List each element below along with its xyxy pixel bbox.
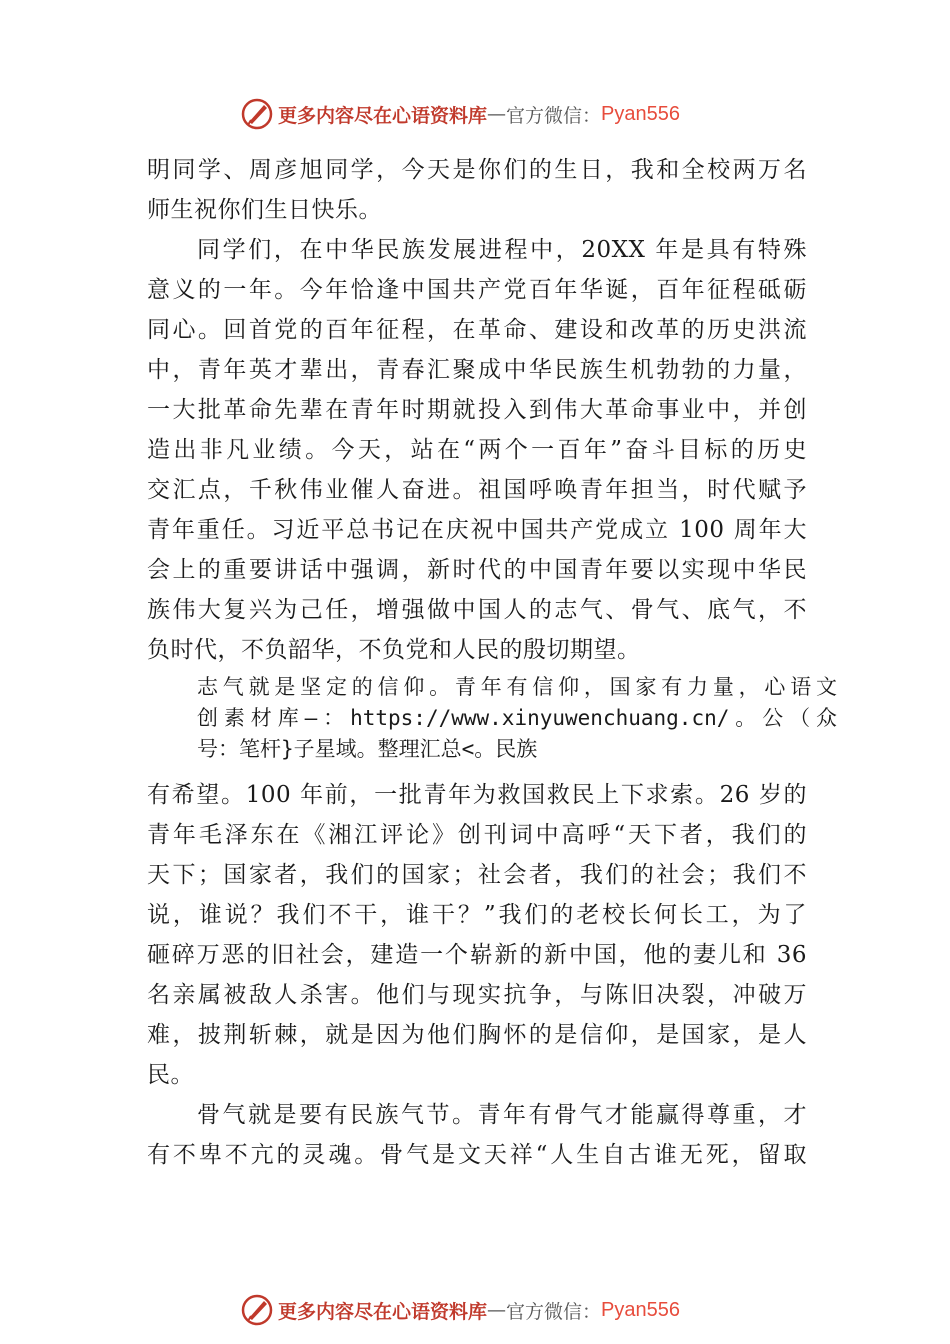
body-line: 青年毛泽东在《湘江评论》创刊词中高呼“天下者，我们的 — [147, 822, 807, 848]
body-line: 交汇点，千秋伟业催人奋进。祖国呼唤青年担当，时代赋予 — [147, 477, 807, 503]
body-line: 负时代，不负韶华，不负党和人民的殷切期望。 — [147, 637, 641, 663]
body-line: 青年重任。习近平总书记在庆祝中国共产党成立 100 周年大 — [147, 517, 807, 543]
body-line: 师生祝你们生日快乐。 — [147, 197, 382, 223]
body-line: 同学们，在中华民族发展进程中，20XX 年是具有特殊 — [197, 237, 807, 263]
body-line: 同心。回首党的百年征程，在革命、建设和改革的历史洪流 — [147, 317, 807, 343]
banner-dash: — — [487, 103, 507, 125]
body-line: 一大批革命先辈在青年时期就投入到伟大革命事业中，并创 — [147, 397, 807, 423]
quill-logo-icon — [240, 97, 274, 131]
body-line: 明同学、周彦旭同学，今天是你们的生日，我和全校两万名 — [147, 157, 807, 183]
quill-logo-icon — [240, 1293, 274, 1327]
body-line: 会上的重要讲话中强调，新时代的中国青年要以实现中华民 — [147, 557, 807, 583]
body-line: 名亲属被敌人杀害。他们与现实抗争，与陈旧决裂，冲破万 — [147, 982, 807, 1008]
inserted-note-line: 创素材库—：https://www.xinyuwenchuang.cn/。公（众 — [197, 706, 837, 730]
banner-wechat-id: Pyan556 — [601, 102, 680, 125]
body-line: 意义的一年。今年恰逢中国共产党百年华诞，百年征程砥砺 — [147, 277, 807, 303]
banner-wechat-label: 官方微信： — [506, 104, 602, 127]
body-line: 造出非凡业绩。今天，站在“两个一百年”奋斗目标的历史 — [147, 437, 807, 463]
banner-main-text: 更多内容尽在心语资料库 — [278, 104, 488, 127]
body-line: 有希望。100 年前，一批青年为救国救民上下求索。26 岁的 — [147, 782, 807, 808]
body-line: 中，青年英才辈出，青春汇聚成中华民族生机勃勃的力量， — [147, 357, 807, 383]
inserted-note-line: 号：笔杆}子星域。整理汇总<。民族 — [197, 737, 538, 761]
banner-dash: — — [487, 1299, 507, 1321]
body-line: 民。 — [147, 1062, 194, 1088]
footer-banner — [240, 1292, 680, 1328]
body-line: 难，披荆斩棘，就是因为他们胸怀的是信仰，是国家，是人 — [147, 1022, 807, 1048]
banner-wechat-id: Pyan556 — [601, 1298, 680, 1321]
body-line: 骨气就是要有民族气节。青年有骨气才能赢得尊重，才 — [197, 1102, 807, 1128]
body-line: 族伟大复兴为己任，增强做中国人的志气、骨气、底气，不 — [147, 597, 807, 623]
header-banner — [240, 96, 680, 132]
banner-wechat-label: 官方微信： — [506, 1300, 602, 1323]
banner-main-text: 更多内容尽在心语资料库 — [278, 1300, 488, 1323]
body-line: 天下；国家者，我们的国家；社会者，我们的社会；我们不 — [147, 862, 807, 888]
inserted-note-line: 志气就是坚定的信仰。青年有信仰，国家有力量，心语文 — [197, 675, 837, 699]
body-line: 说，谁说？我们不干，谁干？”我们的老校长何长工，为了 — [147, 902, 807, 928]
body-line: 有不卑不亢的灵魂。骨气是文天祥“人生自古谁无死，留取 — [147, 1142, 807, 1168]
body-line: 砸碎万恶的旧社会，建造一个崭新的新中国，他的妻儿和 36 — [147, 942, 807, 968]
